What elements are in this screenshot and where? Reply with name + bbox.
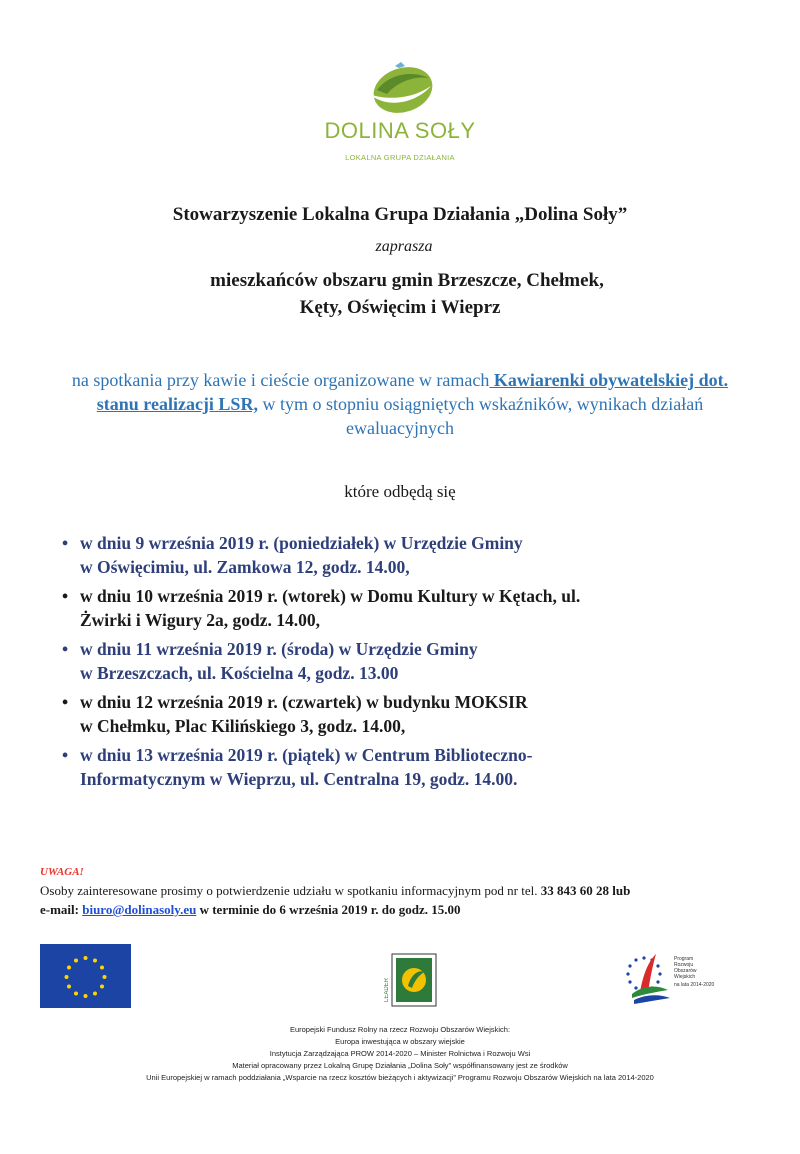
- meeting-line-2: w Brzeszczach, ul. Kościelna 4, godz. 13.00: [80, 663, 399, 683]
- footer-line: Europejski Fundusz Rolny na rzecz Rozwoju Obszarów Wiejskich:: [289, 1025, 511, 1034]
- notice-deadline: w terminie do 6 września 2019 r. do godz. 15.00: [196, 902, 461, 917]
- leader-logo-text: LEADER: [384, 977, 390, 1002]
- bullet-icon: •: [62, 533, 69, 553]
- meeting-item: [62, 637, 762, 685]
- meeting-line-2: Żwirki i Wigury 2a, godz. 14.00,: [80, 610, 321, 630]
- prow-logo-years: na lata 2014-2020: [674, 982, 715, 988]
- bullet-icon: •: [62, 639, 69, 659]
- notice-email-link[interactable]: biuro@dolinasoly.eu: [82, 902, 197, 917]
- dolina-soly-logo-icon: [365, 60, 437, 116]
- footer-line: Materiał opracowany przez Lokalną Grupę Działania „Dolina Soły” współfinansowany jest ze środków: [232, 1061, 568, 1070]
- notice-email-prefix: e-mail:: [40, 902, 83, 917]
- meeting-item: [62, 531, 762, 579]
- footer-line: Unii Europejskiej w ramach poddziałania „Wsparcie na rzecz kosztów bieżących i aktywizacji” Programu Rozwoju Obszarów Wiejskich na lata 2014-2020: [146, 1073, 654, 1082]
- meeting-line-2: w Oświęcimiu, ul. Zamkowa 12, godz. 14.00,: [80, 557, 410, 577]
- meeting-line-1: w dniu 11 września 2019 r. (środa) w Urzędzie Gminy: [80, 639, 478, 659]
- footer-line: Instytucja Zarządzająca PROW 2014-2020 – Minister Rolnictwa i Rozwoju Wsi: [269, 1049, 531, 1058]
- notice-text: [40, 881, 770, 919]
- leader-logo: [384, 952, 438, 1010]
- audience-line-1: mieszkańców obszaru gmin Brzeszcze, Chełmek,: [210, 270, 604, 291]
- intro-text-before: na spotkania przy kawie i cieście organizowane w ramach: [71, 370, 490, 390]
- logo-subtitle: LOKALNA GRUPA DZIAŁANIA: [345, 153, 455, 162]
- which-will-take-place: które odbędą się: [344, 482, 456, 501]
- meeting-item: [62, 743, 762, 791]
- meeting-line-2: Informatycznym w Wieprzu, ul. Centralna 19, godz. 14.00.: [80, 769, 518, 789]
- meetings-list: [62, 531, 762, 791]
- intro-text-after: w tym o stopniu osiągniętych wskaźników, wynikach działań ewaluacyjnych: [257, 394, 704, 438]
- footer-line: Europa inwestująca w obszary wiejskie: [335, 1037, 465, 1046]
- prow-logo: [622, 950, 732, 1006]
- notice-line-1: Osoby zainteresowane prosimy o potwierdzenie udziału w spotkaniu informacyjnym pod nr tel.: [40, 883, 538, 898]
- notice-phone: 33 843 60 28 lub: [537, 883, 631, 898]
- notice-label: UWAGA!: [40, 866, 84, 878]
- logo-name: DOLINA SOŁY: [324, 118, 476, 143]
- audience-line-2: Kęty, Oświęcim i Wieprz: [299, 297, 501, 318]
- bullet-icon: •: [62, 692, 69, 712]
- meeting-line-1: w dniu 13 września 2019 r. (piątek) w Centrum Biblioteczno-: [80, 745, 533, 765]
- bullet-icon: •: [62, 745, 69, 765]
- meeting-item: [62, 584, 762, 632]
- footer-credits: [40, 1024, 760, 1084]
- bullet-icon: •: [62, 586, 69, 606]
- meeting-line-1: w dniu 12 września 2019 r. (czwartek) w budynku MOKSIR: [80, 692, 528, 712]
- organization-title: Stowarzyszenie Lokalna Grupa Działania „Dolina Soły”: [172, 204, 628, 225]
- meeting-line-1: w dniu 10 września 2019 r. (wtorek) w Domu Kultury w Kętach, ul.: [80, 586, 581, 606]
- intro-paragraph: [60, 368, 740, 440]
- meeting-line-2: w Chełmku, Plac Kilińskiego 3, godz. 14.00,: [80, 716, 406, 736]
- eu-flag-icon: [40, 944, 131, 1008]
- meeting-line-1: w dniu 9 września 2019 r. (poniedziałek) w Urzędzie Gminy: [80, 533, 523, 553]
- kawiarenka-link[interactable]: Kawiarenki obywatelskiej dot. stanu realizacji LSR,: [96, 370, 729, 414]
- prow-logo-text: Program Rozwoju Obszarów Wiejskich: [674, 956, 697, 980]
- invites-text: zaprasza: [375, 238, 433, 255]
- meeting-item: [62, 690, 762, 738]
